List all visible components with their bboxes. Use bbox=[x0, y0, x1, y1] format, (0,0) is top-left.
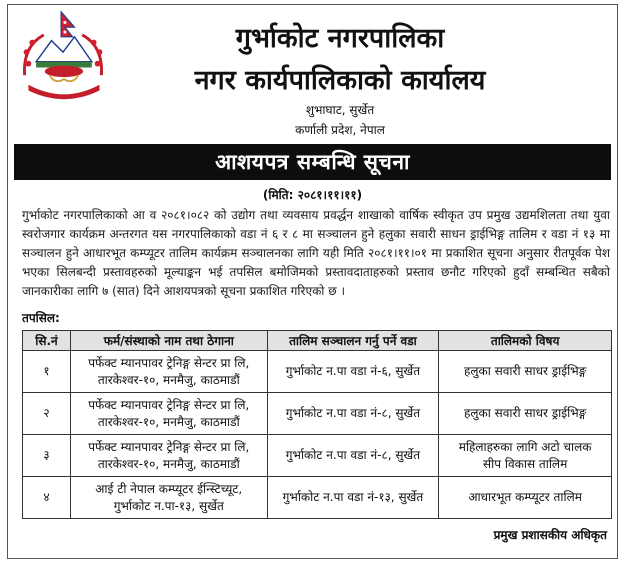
cell-ward: गुर्भाकोट न.पा वडा नं-६, सुर्खेत bbox=[267, 351, 439, 393]
subject-line-1: हलुका सवारी साधर ड्राईभिङ्ग bbox=[464, 364, 587, 378]
cell-ward: गुर्भाकोट न.पा वडा नं-१३, सुर्खेत bbox=[267, 477, 439, 519]
cell-serial: ३ bbox=[23, 435, 71, 477]
cell-firm bbox=[70, 435, 267, 477]
col-header-subject: तालिमको विषय bbox=[439, 331, 612, 351]
table-row bbox=[23, 477, 612, 519]
cell-firm bbox=[70, 351, 267, 393]
firm-name: पर्फेक्ट म्यानपावर ट्रेनिङ्ग सेन्टर प्रा लि, bbox=[88, 439, 250, 454]
details-label: तपसिल: bbox=[22, 311, 60, 325]
table-row bbox=[23, 393, 612, 435]
col-header-firm: फर्म/संस्थाको नाम तथा ठेगाना bbox=[70, 331, 267, 351]
notice-banner: आशयपत्र सम्बन्धि सूचना bbox=[14, 144, 611, 180]
address-line-1: शुभाघाट, सुर्खेत bbox=[305, 103, 375, 117]
firm-name: पर्फेक्ट म्यानपावर ट्रेनिङ्ग सेन्टर प्रा लि, bbox=[88, 397, 250, 412]
firm-address: गुर्भाकोट न.पा-१३, सुर्खेत bbox=[113, 498, 224, 513]
municipality-title: गुर्भाकोट नगरपालिका bbox=[235, 23, 445, 54]
notice-date: (मिति: २०८१।११।११) bbox=[262, 188, 363, 202]
subject-line-2: सीप विकास तालिम bbox=[483, 456, 568, 471]
cell-serial: २ bbox=[23, 393, 71, 435]
notice-body: गुर्भाकोट नगरपालिकाको आ व २०८१।०८२ को उद्योग तथा व्यवसाय प्रवर्द्धन शाखाको वार्षिक स्वीकृत उप प्रमुख उद्यमशिलता तथा युवा स्वरोजगार कार्यक्रम अन्तरगत यस नगरपालिकाको वडा नं ६ र ८ मा सञ्चालन हुने हलुका सवारी साधन ड्राईभिङ्ग तालिम र वडा नं १३ मा सञ्चालन हुने आधारभूत कम्प्यूटर तालिम कार्यक्रम सञ्चालनका लागि यही मिति २०८१।११।०१ मा प्रकाशित सूचना अनुसार रीतपूर्वक पेश भएका सिलबन्दी प्रस्तावहरुको मूल्याङ्कन भई तपसिल बमोजिमको प्रस्तावदाताहरुको प्रस्ताव छनौट गरिएको हुदाँ सम्बन्धित सबैको जानकारीका लागि ७ (सात) दिने आशयपत्रको सूचना प्रकाशित गरिएको छ । bbox=[22, 208, 610, 298]
cell-serial: १ bbox=[23, 351, 71, 393]
firm-address: तारकेश्वर-१०, मनमैजु, काठमाडौं bbox=[97, 456, 240, 471]
cell-subject bbox=[439, 351, 612, 393]
cell-firm bbox=[70, 477, 267, 519]
subject-line-1: आधारभूत कम्प्यूटर तालिम bbox=[468, 490, 582, 504]
col-header-serial: सि.नं bbox=[23, 331, 71, 351]
selection-table bbox=[22, 330, 612, 519]
firm-address: तारकेश्वर-१०, मनमैजु, काठमाडौं bbox=[97, 372, 240, 387]
table-row bbox=[23, 351, 612, 393]
cell-firm bbox=[70, 393, 267, 435]
cell-serial: ४ bbox=[23, 477, 71, 519]
table-row bbox=[23, 435, 612, 477]
signatory-title: प्रमुख प्रशासकीय अधिकृत bbox=[493, 528, 607, 542]
cell-subject bbox=[439, 435, 612, 477]
subject-line-1: हलुका सवारी साधर ड्राईभिङ्ग bbox=[464, 406, 587, 420]
cell-ward: गुर्भाकोट न.पा वडा नं-८, सुर्खेत bbox=[267, 435, 439, 477]
subject-line-1: महिलाहरुका लागि अटो चालक bbox=[458, 439, 592, 454]
col-header-ward: तालिम सञ्चालन गर्नु पर्ने वडा bbox=[267, 331, 439, 351]
cell-subject bbox=[439, 477, 612, 519]
firm-name: आई टी नेपाल कम्प्यूटर ईन्स्टिच्यूट, bbox=[95, 481, 243, 496]
office-title: नगर कार्यपालिकाको कार्यालय bbox=[194, 65, 486, 96]
cell-subject bbox=[439, 393, 612, 435]
nepal-emblem-icon bbox=[14, 8, 112, 104]
firm-name: पर्फेक्ट म्यानपावर ट्रेनिङ्ग सेन्टर प्रा लि, bbox=[88, 355, 250, 370]
address-line-2: कर्णाली प्रदेश, नेपाल bbox=[295, 123, 385, 137]
cell-ward: गुर्भाकोट न.पा वडा नं-८, सुर्खेत bbox=[267, 393, 439, 435]
firm-address: तारकेश्वर-१०, मनमैजु, काठमाडौं bbox=[97, 414, 240, 429]
table-header-row bbox=[23, 331, 612, 351]
